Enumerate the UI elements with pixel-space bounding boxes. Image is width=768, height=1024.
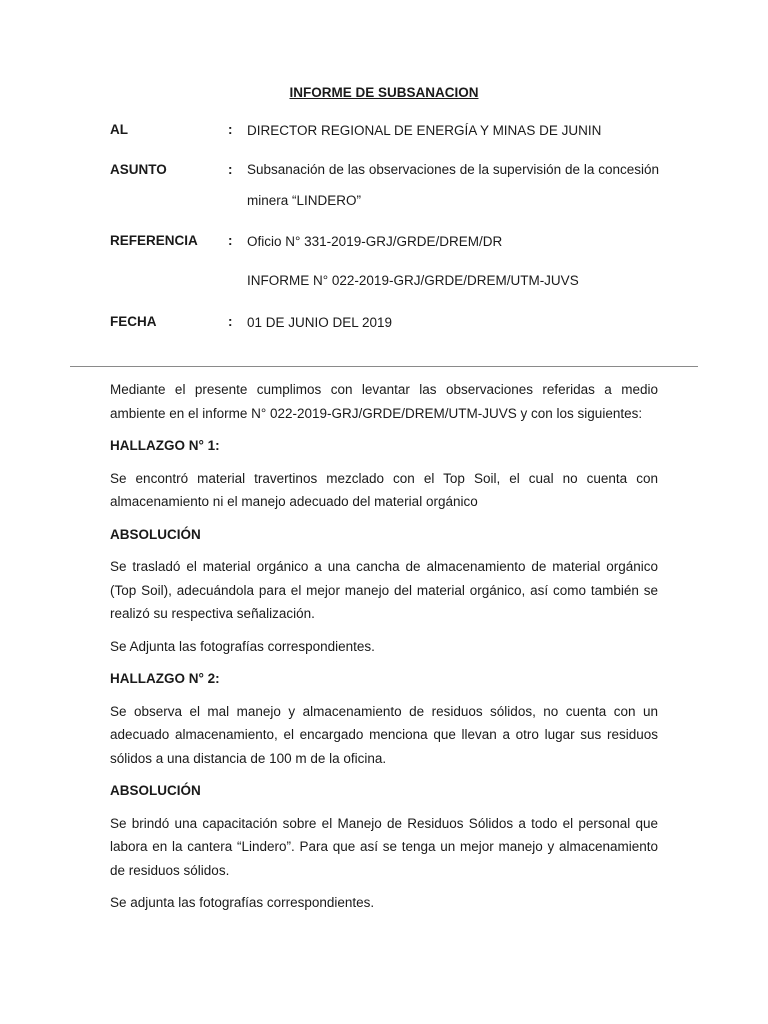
absolucion-1-text: Se trasladó el material orgánico a una cancha de almacenamiento de material orgánico (Top Soil), adecuándola para el mejor manejo del material orgánico, así como también se realizó su respectiva señalización.: [110, 559, 658, 621]
header-label-asunto: ASUNTO: [110, 162, 167, 177]
header-value-fecha: 01 DE JUNIO DEL 2019: [247, 315, 393, 330]
hallazgo-1-title: HALLAZGO N° 1:: [110, 438, 220, 453]
document-body: [110, 378, 658, 924]
intro-paragraph: Mediante el presente cumplimos con levantar las observaciones referidas a medio ambiente en el informe N° 022-2019-GRJ/GRDE/DREM/UTM-JUVS y con los siguientes:: [110, 382, 658, 421]
adjunto-1-text: Se Adjunta las fotografías correspondientes.: [110, 638, 375, 654]
header-colon: :: [228, 314, 233, 329]
adjunto-2-text: Se adjunta las fotografías correspondientes.: [110, 895, 375, 910]
header-value-asunto: Subsanación de las observaciones de la supervisión de la concesión minera “LINDERO”: [247, 162, 659, 208]
header-value-referencia-oficio: Oficio N° 331-2019-GRJ/GRDE/DREM/DR: [247, 234, 503, 249]
header-colon: :: [228, 233, 233, 248]
hallazgo-2-text: Se observa el mal manejo y almacenamiento de residuos sólidos, no cuenta con un adecuado almacenamiento, el encargado menciona que llevan a otro lugar sus residuos sólidos a una distancia de 100 m de la oficina.: [110, 703, 658, 766]
header-label-referencia: REFERENCIA: [110, 233, 198, 248]
header-label-fecha: FECHA: [110, 314, 157, 329]
header-value-referencia-informe: INFORME N° 022-2019-GRJ/GRDE/DREM/UTM-JUVS: [247, 273, 579, 288]
absolucion-1-title: ABSOLUCIÓN: [110, 526, 201, 542]
header-value-al: DIRECTOR REGIONAL DE ENERGÍA Y MINAS DE JUNIN: [247, 123, 602, 138]
header-colon: :: [228, 122, 233, 137]
hallazgo-1-text: Se encontró material travertinos mezclado con el Top Soil, el cual no cuenta con almacenamiento ni el manejo adecuado del material orgánico: [110, 470, 658, 509]
hallazgo-2-title: HALLAZGO N° 2:: [110, 671, 220, 686]
header-colon: :: [228, 162, 233, 177]
absolucion-2-text: Se brindó una capacitación sobre el Manejo de Residuos Sólidos a todo el personal que labora en la cantera “Lindero”. Para que así se tenga un mejor manejo y almacenamiento de residuos sólidos.: [110, 815, 658, 878]
header-label-al: AL: [110, 122, 128, 137]
header-divider: [70, 366, 698, 367]
absolucion-2-title: ABSOLUCIÓN: [110, 783, 201, 798]
document-title: INFORME DE SUBSANACION: [289, 85, 479, 100]
